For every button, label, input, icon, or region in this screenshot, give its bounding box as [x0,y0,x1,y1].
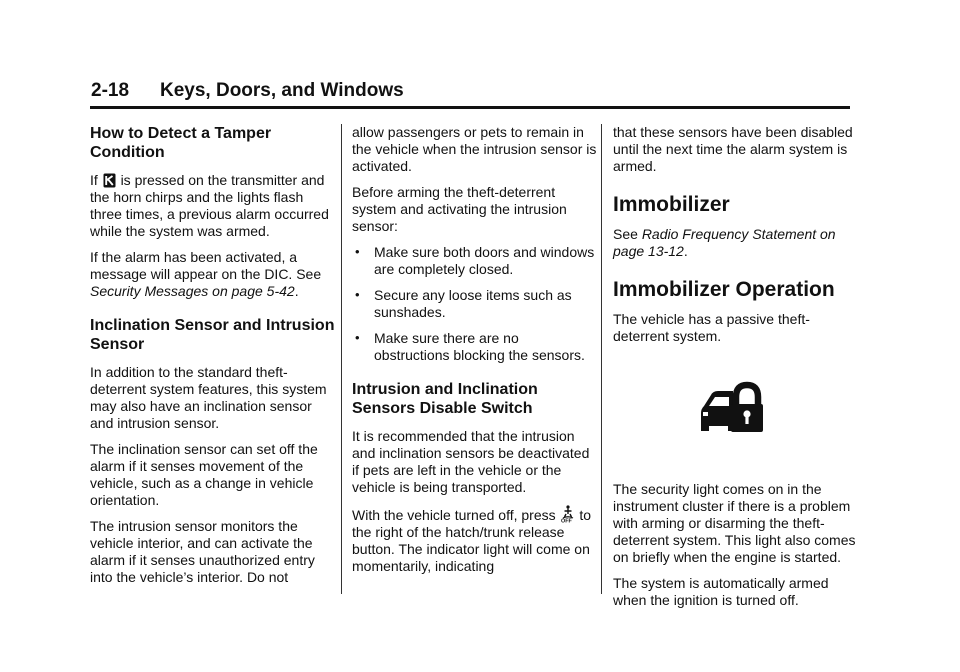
text-fragment: If the alarm has been activated, a message will appear on the DIC. See [90,249,322,282]
paragraph-tamper [90,172,336,240]
text-fragment: to the right of the hatch/trunk release button. The indicator light will come on momentarily, indicating [352,507,592,574]
cross-reference-link[interactable]: Radio Frequency Statement on page 13-12 [613,226,836,259]
paragraph-press-switch [352,505,598,575]
cross-reference-link[interactable]: Security Messages on page 5-42 [90,283,295,299]
paragraph-inclination-intro: In addition to the standard theft-deterrent system features, this system may also have an inclination sensor and intrusion sensor. [90,364,327,431]
column-3 [613,124,859,618]
sensor-off-icon [561,505,575,523]
list-item [352,244,598,278]
text-fragment: See [613,226,638,242]
heading-immobilizer-operation: Immobilizer Operation [613,278,835,301]
column-divider [341,124,342,594]
text-fragment: . [683,243,688,259]
paragraph-inclination-sensor: The inclination sensor can set off the alarm if it senses movement of the vehicle, such as a change in vehicle orientation. [90,441,318,508]
paragraph-recommendation: It is recommended that the intrusion and inclination sensors be deactivated if pets are left in the vehicle or the vehicle is being transported. [352,428,590,495]
bullet-icon: • [355,330,360,345]
column-1 [90,124,336,595]
paragraph-before-arming: Before arming the theft-deterrent system and activating the intrusion sensor: [352,184,567,234]
column-divider [601,124,602,594]
section-title: Keys, Doors, and Windows [160,80,404,101]
heading-immobilizer: Immobilizer [613,193,730,216]
heading-disable-switch: Intrusion and Inclination Sensors Disable Switch [352,381,538,417]
paragraph-auto-armed: The system is automatically armed when the ignition is turned off. [613,575,829,608]
checklist [352,244,598,364]
text-fragment: With the vehicle turned off, press [352,507,556,523]
list-item-text: Make sure both doors and windows are completely closed. [374,244,595,277]
paragraph-passive-system: The vehicle has a passive theft-deterrent system. [613,311,810,344]
column-2 [352,124,598,584]
heading-tamper-condition: How to Detect a Tamper Condition [90,125,272,161]
page-header [90,80,850,109]
paragraph-intrusion-sensor: The intrusion sensor monitors the vehicle interior, and can activate the alarm if it senses unauthorized entry into the vehicle’s interior. Do not [90,518,315,585]
paragraph-continued: that these sensors have been disabled until the next time the alarm system is armed. [613,124,853,174]
paragraph-security-light: The security light comes on in the instrument cluster if there is a problem with arming or disarming the theft-deterrent system. This light also comes on briefly when the engine is started. [613,481,856,565]
list-item [352,330,598,364]
security-light-figure [613,363,859,481]
list-item-text: Secure any loose items such as sunshades. [374,287,572,320]
paragraph-see-reference [613,226,859,260]
paragraph-dic-message [90,249,336,300]
svg-text:OFF: OFF [560,518,572,523]
list-item [352,287,598,321]
security-light-icon [699,379,765,435]
bullet-icon: • [355,244,360,259]
text-fragment: If [90,172,98,188]
panic-button-icon [103,173,116,188]
list-item-text: Make sure there are no obstructions blocking the sensors. [374,330,585,363]
paragraph-continued: allow passengers or pets to remain in the vehicle when the intrusion sensor is activated. [352,124,597,174]
bullet-icon: • [355,287,360,302]
text-fragment: . [294,283,299,299]
page-number: 2-18 [91,80,130,101]
heading-inclination-sensor: Inclination Sensor and Intrusion Sensor [90,317,335,353]
text-fragment: is pressed on the transmitter and the horn chirps and the lights flash three times, a previous alarm occurred while the system was armed. [90,172,329,239]
